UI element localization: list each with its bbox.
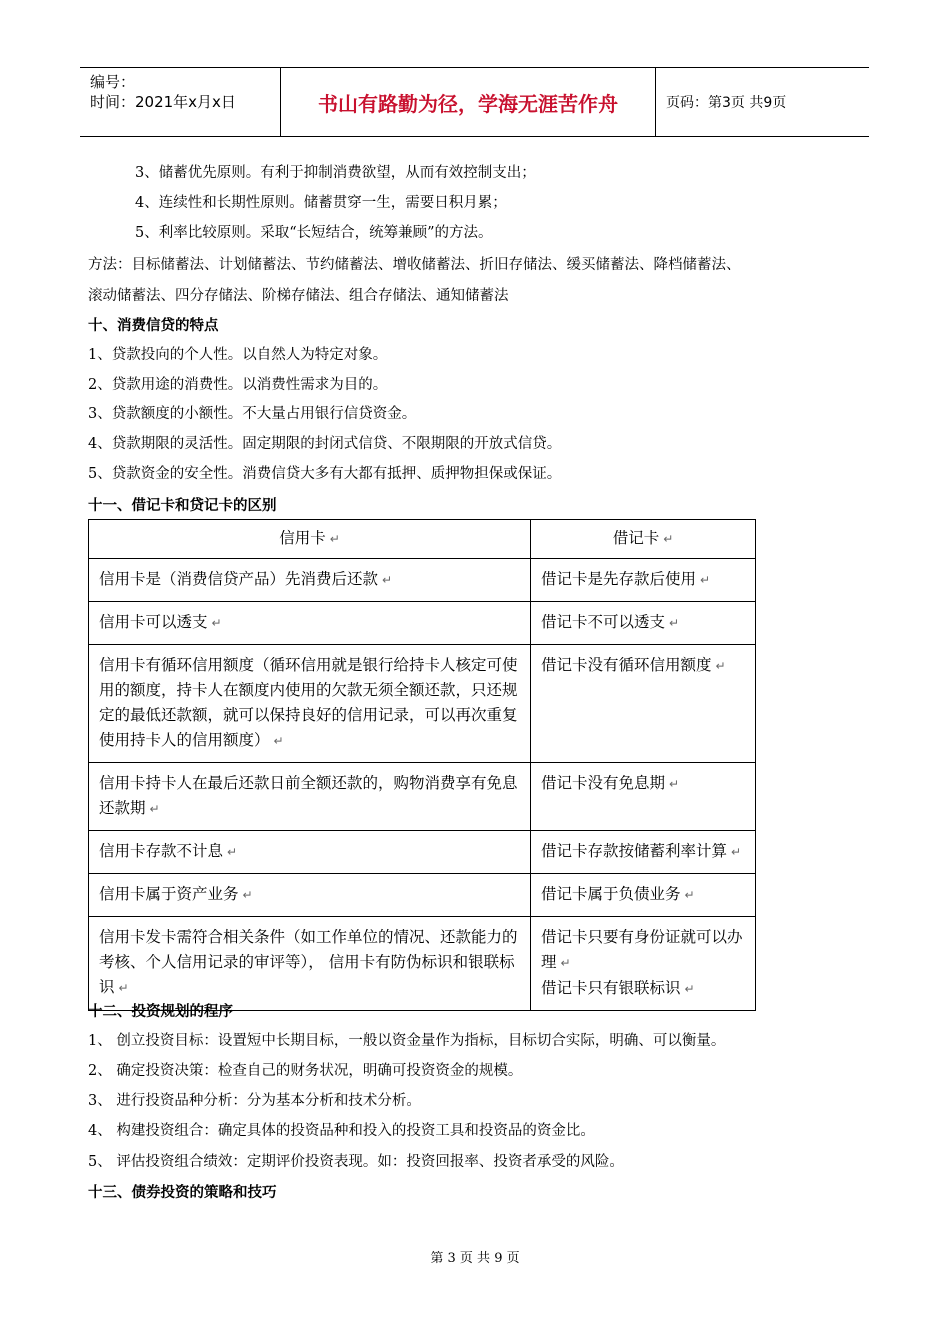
credit-cell: 信用卡持卡人在最后还款日前全额还款的，购物消费享有免息还款期 ↵ — [89, 763, 531, 831]
credit-cell: 信用卡发卡需符合相关条件（如工作单位的情况、还款能力的考核、个人信用记录的审评等）， 信用卡有防伪标识和银联标识 ↵ — [89, 917, 531, 1011]
section-12-item: 2、 确定投资决策：检查自己的财务状况，明确可投资资金的规模。 — [88, 1063, 523, 1079]
column-header-credit: 信用卡 ↵ — [89, 520, 531, 559]
section-12-item: 5、 评估投资组合绩效：定期评价投资表现。如：投资回报率、投资者承受的风险。 — [88, 1154, 624, 1170]
debit-cell: 借记卡没有免息期 ↵ — [531, 763, 756, 831]
table-row — [89, 874, 756, 917]
table-row — [89, 602, 756, 645]
number-label: 编号： — [90, 73, 136, 91]
page-footer: 第 3 页 共 9 页 — [430, 1251, 520, 1266]
section-10-item: 1、贷款投向的个人性。以自然人为特定对象。 — [88, 347, 388, 363]
table-row — [89, 763, 756, 831]
credit-cell: 信用卡属于资产业务 ↵ — [89, 874, 531, 917]
column-header-debit: 借记卡 ↵ — [531, 520, 756, 559]
methods-line-2: 滚动储蓄法、四分存储法、阶梯存储法、组合存储法、通知储蓄法 — [88, 288, 509, 304]
debit-cell: 借记卡不可以透支 ↵ — [531, 602, 756, 645]
methods-line-1: 方法：目标储蓄法、计划储蓄法、节约储蓄法、增收储蓄法、折旧存储法、缓买储蓄法、降档储蓄法、 — [88, 257, 741, 273]
section-12-item: 1、 创立投资目标：设置短中长期目标，一般以资金量作为指标，目标切合实际，明确、可以衡量。 — [88, 1033, 726, 1049]
section-10-title: 十、消费信贷的特点 — [88, 318, 219, 334]
table-row — [89, 559, 756, 602]
header-motto: 书山有路勤为径，学海无涯苦作舟 — [281, 68, 656, 136]
section-12-item: 3、 进行投资品种分析：分为基本分析和技术分析。 — [88, 1093, 421, 1109]
credit-cell: 信用卡可以透支 ↵ — [89, 602, 531, 645]
table-row — [89, 917, 756, 1011]
header-page-label: 页码：第3页 共9页 — [666, 95, 787, 111]
card-comparison-table — [88, 519, 756, 1011]
document-header — [80, 67, 869, 137]
principle-3: 3、储蓄优先原则。有利于抑制消费欲望，从而有效控制支出； — [135, 165, 536, 181]
section-12-title: 十二、投资规划的程序 — [88, 1004, 233, 1020]
table-header-row — [89, 520, 756, 559]
debit-cell: 借记卡存款按储蓄利率计算 ↵ — [531, 831, 756, 874]
date-label: 时间：2021年x月x日 — [90, 93, 236, 111]
table-row — [89, 831, 756, 874]
section-10-item: 5、贷款资金的安全性。消费信贷大多有大都有抵押、质押物担保或保证。 — [88, 466, 562, 482]
credit-cell: 信用卡存款不计息 ↵ — [89, 831, 531, 874]
principle-4: 4、连续性和长期性原则。储蓄贯穿一生，需要日积月累； — [135, 195, 507, 211]
section-13-title: 十三、债券投资的策略和技巧 — [88, 1185, 277, 1201]
debit-cell: 借记卡是先存款后使用 ↵ — [531, 559, 756, 602]
debit-cell: 借记卡没有循环信用额度 ↵ — [531, 645, 756, 763]
table-row — [89, 645, 756, 763]
section-11-title: 十一、借记卡和贷记卡的区别 — [88, 498, 277, 514]
section-12-item: 4、 构建投资组合：确定具体的投资品种和投入的投资工具和投资品的资金比。 — [88, 1123, 595, 1139]
header-meta — [80, 68, 281, 136]
credit-cell: 信用卡有循环信用额度（循环信用就是银行给持卡人核定可使用的额度，持卡人在额度内使用的欠款无须全额还款，只还规定的最低还款额，就可以保持良好的信用记录，可以再次重复使用持卡人的信用额度） ↵ — [89, 645, 531, 763]
debit-cell: 借记卡属于负债业务 ↵ — [531, 874, 756, 917]
section-10-item: 2、贷款用途的消费性。以消费性需求为目的。 — [88, 377, 388, 393]
credit-cell: 信用卡是（消费信贷产品）先消费后还款 ↵ — [89, 559, 531, 602]
section-10-item: 4、贷款期限的灵活性。固定期限的封闭式信贷、不限期限的开放式信贷。 — [88, 436, 562, 452]
debit-cell: 借记卡只要有身份证就可以办理 ↵ 借记卡只有银联标识 ↵ — [531, 917, 756, 1011]
section-10-item: 3、贷款额度的小额性。不大量占用银行信贷资金。 — [88, 406, 417, 422]
principle-5: 5、利率比较原则。采取“长短结合，统筹兼顾”的方法。 — [135, 225, 493, 241]
